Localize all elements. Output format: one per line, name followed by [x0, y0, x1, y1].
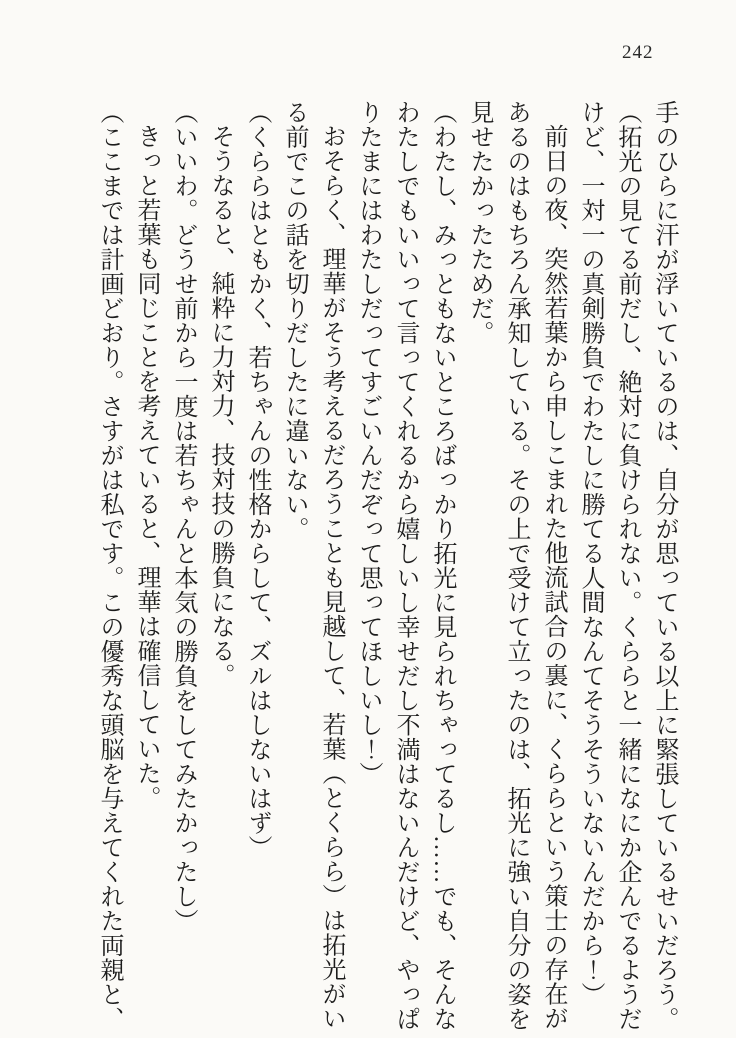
text-line: （くららはともかく、若ちゃんの性格からして、ズルはしないはず） — [244, 100, 270, 860]
text-line: りたまにはわたしだってすごいんだぞって思ってほしいし！） — [355, 100, 381, 786]
text-line: （わたし、みっともないところばっかり拓光に見られちゃってるし……でも、そんな — [429, 100, 455, 1031]
text-line: そうなると、純粋に力対力、技対技の勝負になる。 — [207, 124, 233, 688]
text-line: 見せたかったためだ。 — [466, 100, 492, 345]
page-number: 242 — [622, 42, 654, 63]
text-line: けど、一対一の真剣勝負でわたしに勝てる人間なんてそうそういないんだから！） — [577, 100, 603, 1007]
text-line: （いいわ。どうせ前から一度は若ちゃんと本気の勝負をしてみたかったし） — [170, 100, 196, 933]
text-line: わたしでもいいって言ってくれるから嬉しいし幸せだし不満はないんだけど、やっぱ — [392, 100, 418, 1031]
text-line: 前日の夜、突然若葉から申しこまれた他流試合の裏に、くららという策士の存在が — [540, 124, 566, 1031]
page-body-vertical-text — [90, 100, 682, 1031]
text-line: 手のひらに汗が浮いているのは、自分が思っている以上に緊張しているせいだろう。 — [651, 100, 677, 1031]
text-line: （ここまでは計画どおり。さすがは私です。この優秀な頭脳を与えてくれた両親と、 — [96, 100, 122, 1031]
text-line: る前でこの話を切りだしたに違いない。 — [281, 100, 307, 541]
text-line: あるのはもちろん承知している。その上で受けて立ったのは、拓光に強い自分の姿を — [503, 100, 529, 1031]
text-line: きっと若葉も同じことを考えていると、理華は確信していた。 — [133, 124, 159, 810]
text-line: （拓光の見てる前だし、絶対に負けられない。くららと一緒になにか企んでるようだ — [614, 100, 640, 1031]
text-line: おそらく、理華がそう考えるだろうことも見越して、若葉（とくらら）は拓光がい — [318, 124, 344, 1031]
